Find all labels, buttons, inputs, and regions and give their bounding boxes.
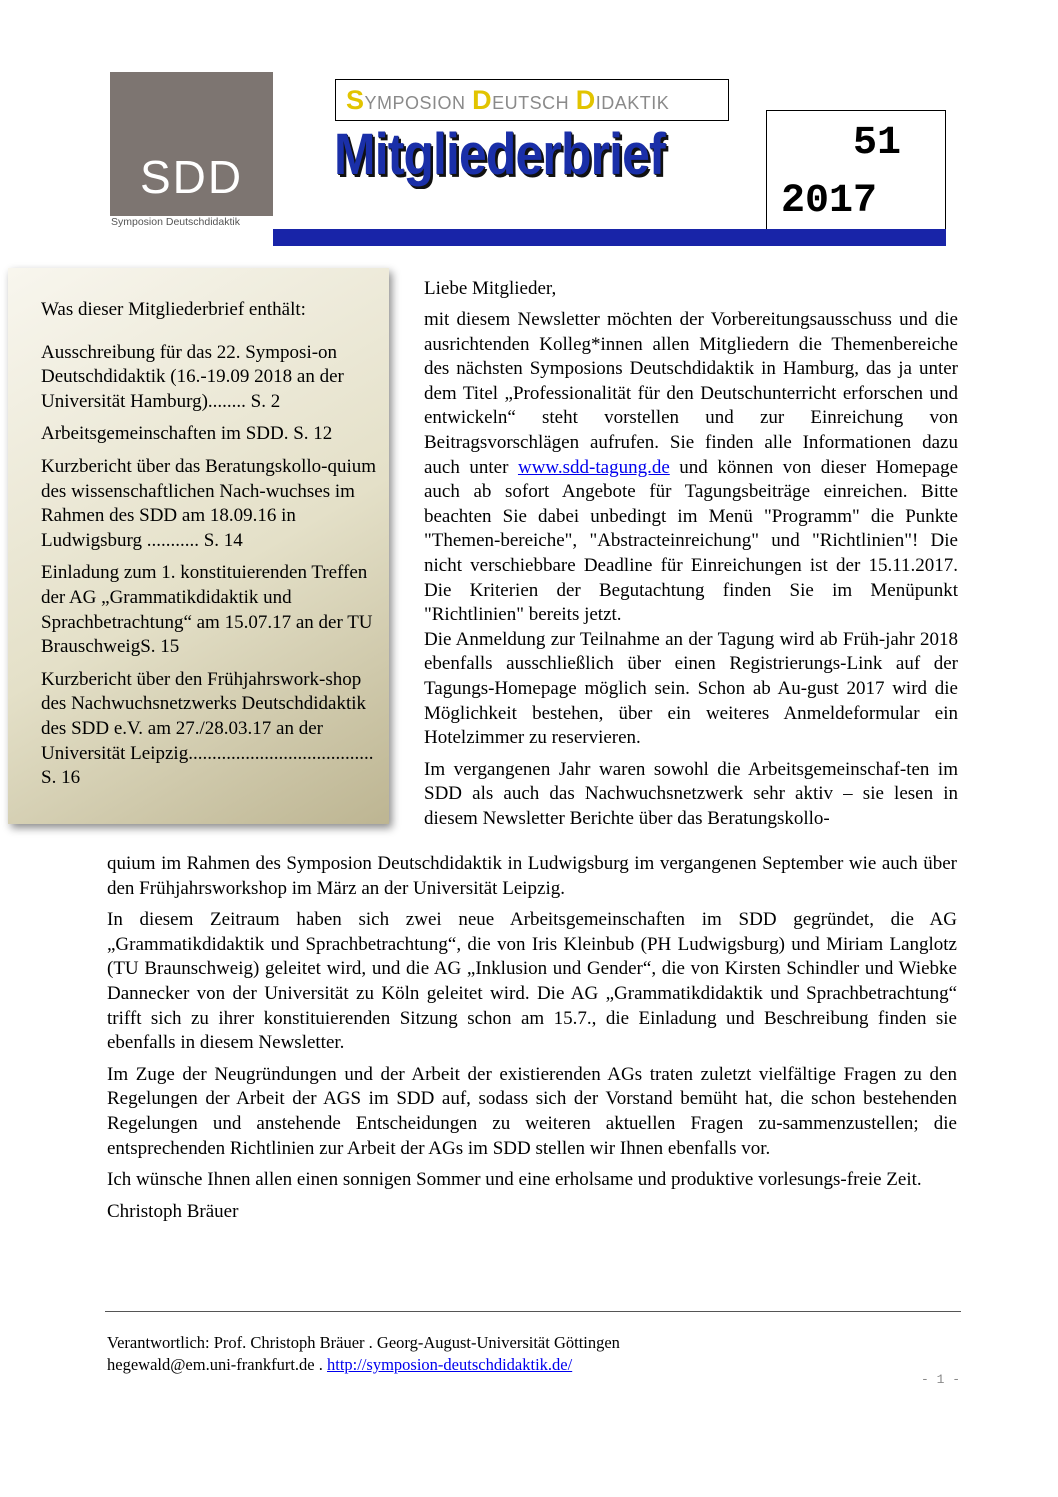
logo-subtitle: Symposion Deutschdidaktik: [110, 216, 274, 230]
signature: Christoph Bräuer: [107, 1200, 239, 1222]
letter-column: [424, 308, 958, 838]
footer: [107, 1332, 620, 1376]
footer-email: hegewald@em.uni-frankfurt.de .: [107, 1355, 327, 1374]
logo-text: SDD: [139, 151, 244, 203]
contents-heading: Was dieser Mitgliederbrief enthält:: [41, 299, 306, 320]
page-number: - 1 -: [920, 1372, 960, 1387]
footer-divider: [105, 1311, 961, 1312]
toc-entry: Kurzbericht über das Beratungskollo-quium des wissenschaftlichen Nach-wuchses im Rahmen des SDD am 18.09.16 in Ludwigsburg ........... S. 14: [41, 455, 377, 551]
footer-website-link[interactable]: http://symposion-deutschdidaktik.de/: [327, 1355, 573, 1374]
newsletter-title: Mitgliederbrief: [334, 122, 665, 187]
header-bar: [273, 229, 946, 246]
toc-entry: Ausschreibung für das 22. Symposi-on Deutschdidaktik (16.-19.09 2018 an der Universität Hamburg)........ S. 2: [41, 341, 344, 412]
sdd-logo: [110, 72, 273, 229]
issue-year: 2017: [781, 179, 878, 224]
issue-number: 51: [852, 121, 901, 166]
paragraph-3-start: Im vergangenen Jahr waren sowohl die Arbeitsgemeinschaf-ten im SDD als auch das Nachwuchsnetzwerk sehr aktiv – sie lesen in diesem Newsletter Berichte über das Beratungskollo-: [424, 758, 958, 829]
toc-entry: Kurzbericht über den Frühjahrswork-shop des Nachwuchsnetzwerks Deutschdidaktik des SDD e.V. am 27./28.03.17 an der Universität Leipzig....................................... S. 16: [41, 668, 374, 789]
paragraph-5: Im Zuge der Neugründungen und der Arbeit der existierenden AGs traten zuletzt vielfältige Fragen zu den Regelungen der Arbeit der AGS im SDD auf, sodass sich der Vorstand bemüht hat, die schon bestehenden Regelungen und anstehende Entscheidungen zu weiteren aktuellen Fragen zu-sammenzustellen; die entsprechenden Richtlinien zur Arbeit der AGs im SDD stellen wir Ihnen ebenfalls vor.: [107, 1063, 957, 1159]
tagung-link[interactable]: www.sdd-tagung.de: [517, 456, 670, 478]
issue-box: [766, 110, 946, 230]
contents-sidebar: [8, 268, 389, 824]
paragraph-4: In diesem Zeitraum haben sich zwei neue Arbeitsgemeinschaften im SDD gegründet, die AG „Grammatikdidaktik und Sprachbetrachtung“, die von Iris Kleinbub (PH Ludwigsburg) und Miriam Langlotz (TU Braunschweig) geleitet wird, und die AG „Inklusion und Gender“, die von Kirsten Schindler und Wiebke Dannecker von der Universität zu Köln geleitet wird. Die AG „Grammatikdidaktik und Sprachbetrachtung“ trifft sich zu ihrer konstituierenden Sitzung schon am 15.7., die Einladung und Beschreibung finden sie ebenfalls in diesem Newsletter.: [107, 909, 957, 1054]
footer-responsible: Verantwortlich: Prof. Christoph Bräuer . Georg-August-Universität Göttingen: [107, 1333, 620, 1352]
contents-list: [41, 298, 377, 799]
letter-full-width: [107, 852, 957, 1231]
paragraph-1: mit diesem Newsletter möchten der Vorbereitungsausschuss und die ausrichtenden Kolleg*innen allen Mitgliedern die Themenbereiche des nächsten Symposions Deutschdidaktik in Hamburg, das ja unter dem Titel „Professionalität für den Deutschunterricht erforschen und entwickeln“ steht vorstellen und zur Einreichung von Beitragsvorschlägen aufrufen. Sie finden alle Informationen dazu auch unter www.sdd-tagung.de und können von dieser Homepage auch ab sofort Angebote für Tagungsbeiträge einreichen. Bitte beachten Sie dabei unbedingt im Menü "Programm" die Punkte "Themen-bereiche", "Abstracteinreichung" und "Richtlinien"! Die nicht verschiebbare Deadline für Einreichungen ist der 15.11.2017. Die Kriterien der Begutachtung finden Sie im Menüpunkt "Richtlinien" bereits jetzt.: [424, 309, 958, 626]
symposion-text: SYMPOSION DEUTSCH DIDAKTIK: [346, 85, 670, 115]
toc-entry: Arbeitsgemeinschaften im SDD. S. 12: [41, 423, 333, 445]
toc-entry: Einladung zum 1. konstituierenden Treffen der AG „Grammatikdidaktik und Sprachbetrachtung“ am 15.07.17 an der TU BrauschweigS. 15: [41, 562, 373, 658]
symposion-banner: [335, 79, 729, 121]
greeting: Liebe Mitglieder,: [424, 278, 557, 299]
paragraph-2: Die Anmeldung zur Teilnahme an der Tagung wird ab Früh-jahr 2018 ebenfalls ausschließlich über einen Registrierungs-Link auf der Tagungs-Homepage möglich sein. Schon ab Au-gust 2017 wird die Möglichkeit bestehen, über ein weiteres Anmeldeformular ein Hotelzimmer zu reservieren.: [424, 628, 958, 749]
paragraph-3-end: quium im Rahmen des Symposion Deutschdidaktik in Ludwigsburg im vergangenen September wie auch über den Frühjahrsworkshop im März an der Universität Leipzig.: [107, 853, 957, 899]
footer-contact: [107, 1354, 620, 1376]
paragraph-6: Ich wünsche Ihnen allen einen sonnigen Sommer und eine erholsame und produktive vorlesungs-freie Zeit.: [107, 1169, 922, 1191]
